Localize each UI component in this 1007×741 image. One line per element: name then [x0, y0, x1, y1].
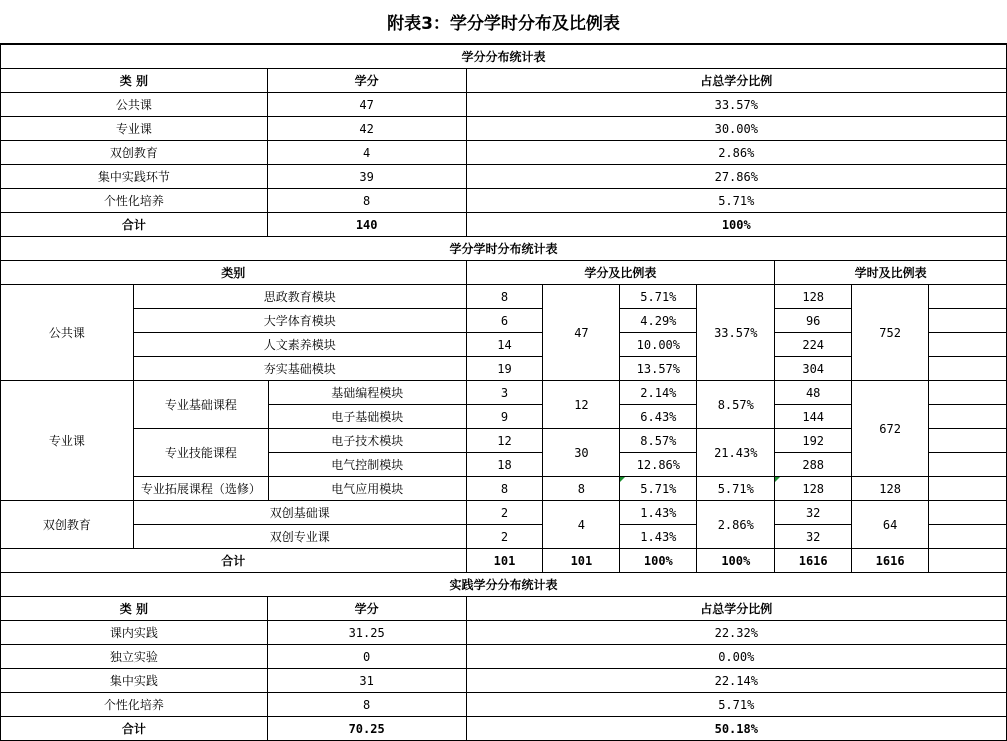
row-ratio: 2.86%	[466, 141, 1006, 165]
module-pct: 5.71%	[620, 285, 697, 309]
header-hours-group: 学时及比例表	[775, 261, 1007, 285]
table-row	[1, 477, 1007, 501]
row-credit: 31.25	[267, 621, 466, 645]
row-ratio: 5.71%	[466, 693, 1006, 717]
empty-cell	[929, 549, 1007, 573]
major-basic-label: 专业基础课程	[133, 381, 268, 429]
major-ext-label: 专业拓展课程（选修）	[133, 477, 268, 501]
module-hours: 192	[775, 429, 852, 453]
module-name: 双创专业课	[133, 525, 466, 549]
table-row	[1, 165, 1007, 189]
row-credit: 47	[267, 93, 466, 117]
empty-cell	[929, 357, 1007, 381]
module-hours: 304	[775, 357, 852, 381]
module-hours: 32	[775, 525, 852, 549]
header-credit: 学分	[267, 69, 466, 93]
table-row	[1, 117, 1007, 141]
table-row	[1, 621, 1007, 645]
table-row	[1, 93, 1007, 117]
empty-cell	[929, 429, 1007, 453]
module-credit: 12	[466, 429, 543, 453]
total-pct-sum: 100%	[697, 549, 775, 573]
header-credit-group: 学分及比例表	[466, 261, 775, 285]
row-credit: 8	[267, 693, 466, 717]
ext-credit-sum: 8	[543, 477, 620, 501]
skill-pct-sum: 21.43%	[697, 429, 775, 477]
page-title: 附表3：学分学时分布及比例表	[0, 0, 1007, 44]
module-credit: 9	[466, 405, 543, 429]
module-credit: 3	[466, 381, 543, 405]
row-credit: 0	[267, 645, 466, 669]
table-row	[1, 381, 1007, 405]
row-category: 双创教育	[1, 141, 268, 165]
module-pct: 1.43%	[620, 525, 697, 549]
row-ratio: 0.00%	[466, 645, 1006, 669]
total-row	[1, 717, 1007, 741]
total-ratio: 100%	[466, 213, 1006, 237]
row-credit: 8	[267, 189, 466, 213]
empty-cell	[929, 309, 1007, 333]
module-credit: 8	[466, 477, 543, 501]
empty-cell	[929, 477, 1007, 501]
module-name: 电子技术模块	[268, 429, 466, 453]
module-pct: 8.57%	[620, 429, 697, 453]
module-name: 双创基础课	[133, 501, 466, 525]
total-pct: 100%	[620, 549, 697, 573]
module-pct: 10.00%	[620, 333, 697, 357]
module-pct: 13.57%	[620, 357, 697, 381]
major-skill-label: 专业技能课程	[133, 429, 268, 477]
module-credit: 14	[466, 333, 543, 357]
row-credit: 39	[267, 165, 466, 189]
module-name: 基础编程模块	[268, 381, 466, 405]
basic-credit-sum: 12	[543, 381, 620, 429]
row-ratio: 33.57%	[466, 93, 1006, 117]
row-ratio: 27.86%	[466, 165, 1006, 189]
total-label: 合计	[1, 213, 268, 237]
module-name: 电气控制模块	[268, 453, 466, 477]
total-label: 合计	[1, 717, 268, 741]
header-credit: 学分	[267, 597, 466, 621]
empty-cell	[929, 285, 1007, 309]
header-category: 类别	[1, 261, 467, 285]
module-hours: 224	[775, 333, 852, 357]
table-row	[1, 645, 1007, 669]
empty-cell	[929, 525, 1007, 549]
table-row	[1, 285, 1007, 309]
module-hours: 96	[775, 309, 852, 333]
row-ratio: 30.00%	[466, 117, 1006, 141]
table-row	[1, 669, 1007, 693]
credit-distribution-table	[0, 44, 1007, 237]
module-name: 夯实基础模块	[133, 357, 466, 381]
module-credit: 8	[466, 285, 543, 309]
header-category: 类 别	[1, 69, 268, 93]
row-category: 集中实践	[1, 669, 268, 693]
innovation-category: 双创教育	[1, 501, 134, 549]
row-ratio: 22.14%	[466, 669, 1006, 693]
public-hours-sum: 752	[852, 285, 929, 381]
row-credit: 4	[267, 141, 466, 165]
module-name: 大学体育模块	[133, 309, 466, 333]
row-category: 专业课	[1, 117, 268, 141]
total-row	[1, 549, 1007, 573]
total-ratio: 50.18%	[466, 717, 1006, 741]
empty-cell	[929, 453, 1007, 477]
empty-cell	[929, 381, 1007, 405]
header-ratio: 占总学分比例	[466, 597, 1006, 621]
module-name: 人文素养模块	[133, 333, 466, 357]
module-credit: 18	[466, 453, 543, 477]
table-row	[1, 141, 1007, 165]
total-label: 合计	[1, 549, 467, 573]
row-category: 课内实践	[1, 621, 268, 645]
total-credit: 70.25	[267, 717, 466, 741]
module-pct: 12.86%	[620, 453, 697, 477]
total-hours: 1616	[775, 549, 852, 573]
header-ratio: 占总学分比例	[466, 69, 1006, 93]
module-credit: 2	[466, 525, 543, 549]
module-hours: 128	[775, 477, 852, 501]
total-credit: 140	[267, 213, 466, 237]
module-pct: 1.43%	[620, 501, 697, 525]
empty-cell	[929, 333, 1007, 357]
row-credit: 31	[267, 669, 466, 693]
row-credit: 42	[267, 117, 466, 141]
public-pct-sum: 33.57%	[697, 285, 775, 381]
credit-table-heading: 学分分布统计表	[1, 45, 1007, 69]
practice-credit-table	[0, 572, 1007, 741]
ext-pct-sum: 5.71%	[697, 477, 775, 501]
module-credit: 19	[466, 357, 543, 381]
practice-table-heading: 实践学分分布统计表	[1, 573, 1007, 597]
row-category: 公共课	[1, 93, 268, 117]
header-category: 类 别	[1, 597, 268, 621]
total-credit: 101	[466, 549, 543, 573]
module-hours: 288	[775, 453, 852, 477]
major-hours-sum: 672	[852, 381, 929, 477]
skill-credit-sum: 30	[543, 429, 620, 477]
module-hours: 144	[775, 405, 852, 429]
empty-cell	[929, 405, 1007, 429]
module-hours: 32	[775, 501, 852, 525]
module-hours: 48	[775, 381, 852, 405]
module-credit: 6	[466, 309, 543, 333]
module-pct: 4.29%	[620, 309, 697, 333]
empty-cell	[929, 501, 1007, 525]
major-category: 专业课	[1, 381, 134, 501]
total-row	[1, 213, 1007, 237]
table-row	[1, 189, 1007, 213]
module-name: 电气应用模块	[268, 477, 466, 501]
module-name: 电子基础模块	[268, 405, 466, 429]
public-credit-sum: 47	[543, 285, 620, 381]
row-category: 独立实验	[1, 645, 268, 669]
innovation-credit-sum: 4	[543, 501, 620, 549]
innovation-pct-sum: 2.86%	[697, 501, 775, 549]
module-pct: 5.71%	[620, 477, 697, 501]
basic-pct-sum: 8.57%	[697, 381, 775, 429]
ext-hours-sum: 128	[852, 477, 929, 501]
row-ratio: 22.32%	[466, 621, 1006, 645]
innovation-hours-sum: 64	[852, 501, 929, 549]
public-category: 公共课	[1, 285, 134, 381]
module-credit: 2	[466, 501, 543, 525]
row-category: 个性化培养	[1, 189, 268, 213]
total-credit-sum: 101	[543, 549, 620, 573]
module-name: 思政教育模块	[133, 285, 466, 309]
table-row	[1, 501, 1007, 525]
row-category: 集中实践环节	[1, 165, 268, 189]
table-row	[1, 693, 1007, 717]
total-hours-sum: 1616	[852, 549, 929, 573]
module-hours: 128	[775, 285, 852, 309]
row-category: 个性化培养	[1, 693, 268, 717]
credit-hours-table	[0, 236, 1007, 573]
module-pct: 6.43%	[620, 405, 697, 429]
hours-table-heading: 学分学时分布统计表	[1, 237, 1007, 261]
row-ratio: 5.71%	[466, 189, 1006, 213]
module-pct: 2.14%	[620, 381, 697, 405]
